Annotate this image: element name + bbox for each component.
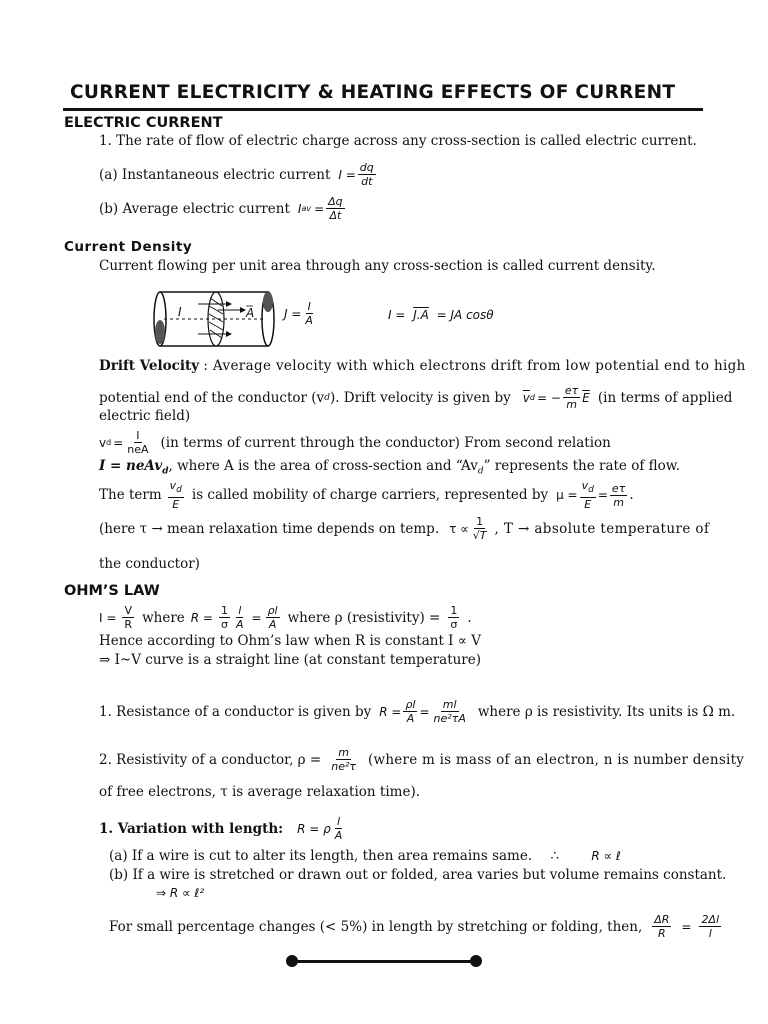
ohm-r-eq2: =: [251, 610, 262, 625]
average-current-line: [99, 195, 347, 222]
relaxation-line: [99, 515, 709, 542]
ohm-rho-end: .: [467, 609, 472, 626]
ohm-rho-num: 1: [450, 604, 458, 617]
drift-label: Drift Velocity: [99, 358, 200, 374]
res1-a: 1. Resistance of a conductor is given by: [99, 703, 372, 720]
avg-lhs: I: [297, 201, 302, 216]
j-lhs: J =: [284, 306, 302, 321]
ohm-r-den2: A: [235, 618, 244, 631]
drift-vd-sub: d: [529, 393, 535, 402]
tau-den: √T: [472, 529, 487, 542]
ohm-r-num3: ρl: [267, 604, 278, 617]
res2-fraction: [329, 746, 358, 773]
drift-line5-sub: d: [477, 466, 484, 477]
figure-current-label: I: [178, 305, 182, 319]
small-change-line: [109, 913, 723, 940]
vd2-sub: d: [106, 438, 112, 447]
small-eq: =: [681, 919, 692, 934]
variation-lhs: R = ρ: [297, 821, 331, 836]
ohm-rho-fraction: [448, 604, 459, 631]
term-den: E: [172, 498, 180, 512]
res1-den2: ne²τA: [433, 712, 466, 725]
inst-lhs: I =: [338, 167, 356, 182]
ineav: I = neAv: [99, 458, 163, 474]
drift-line2-b: ). Drift velocity is given by: [329, 389, 511, 406]
drift-line2-a: potential end of the conductor (v: [99, 389, 325, 406]
vd2-eq: =: [113, 435, 124, 450]
i-formula-rest: = JA cosθ: [436, 308, 494, 322]
vd2-fraction: [125, 429, 150, 456]
term-num: v: [169, 479, 177, 492]
ohm-curve-line: ⇒ I~V curve is a straight line (at constant temperature): [99, 652, 482, 668]
drift-line-3: electric field): [99, 408, 191, 424]
res1-lhs: R =: [379, 704, 402, 719]
vd2-num: I: [136, 429, 140, 442]
variation-a-therefore: ∴: [550, 848, 560, 864]
small-a: For small percentage changes (< 5%) in length by stretching or folding, then,: [109, 918, 643, 935]
i-flux-formula: [388, 308, 494, 322]
here-b: , T → absolute temperature of: [494, 520, 710, 537]
ohm-r-num2: l: [238, 604, 242, 617]
mu2-den: m: [613, 495, 624, 509]
ohm-r-frac1: [219, 604, 230, 631]
vd2-lhs: v: [99, 435, 107, 450]
i-formula-lhs: I =: [388, 308, 406, 322]
term-a: The term: [99, 487, 162, 504]
small-frac2: [699, 913, 721, 940]
variation-a: [109, 848, 621, 864]
res2-a: 2. Resistivity of a conductor, ρ =: [99, 751, 322, 768]
ohms-law-heading: OHM’S LAW: [64, 583, 160, 599]
res2-num: m: [338, 746, 349, 759]
variation-label: 1. Variation with length:: [99, 820, 284, 837]
drift-vd-e: $\overline{E}$: [582, 390, 590, 405]
instantaneous-current-line: [99, 161, 378, 188]
variation-b-result: ⇒ R ∝ ℓ²: [156, 886, 205, 900]
tau-num: 1: [476, 515, 484, 528]
res1-num2: ml: [442, 698, 457, 711]
drift-line-5: [99, 458, 680, 477]
vd2-den: neA: [127, 443, 149, 456]
resistivity-line-end: of free electrons, τ is average relaxation time).: [99, 784, 421, 800]
current-density-definition: Current flowing per unit area through any cross-section is called current density.: [99, 258, 656, 274]
inst-label: (a) Instantaneous electric current: [99, 166, 331, 183]
mu-den: E: [584, 498, 592, 512]
drift-line5-b: ” represents the rate of flow.: [483, 458, 680, 474]
avg-label: (b) Average electric current: [99, 200, 290, 217]
variation-den: A: [334, 829, 343, 842]
res1-num1: ρl: [405, 698, 416, 711]
j-denominator: A: [305, 314, 313, 327]
j-formula: [284, 300, 317, 327]
avg-fraction: [326, 195, 345, 222]
relaxation-line-end: the conductor): [99, 556, 200, 572]
small-num1: ΔR: [654, 913, 670, 926]
res1-frac2: [432, 698, 468, 725]
res1-frac1: [403, 698, 417, 725]
page-title: CURRENT ELECTRICITY & HEATING EFFECTS OF CURRENT: [70, 82, 676, 103]
ohm-i-eq: I =: [99, 610, 117, 625]
small-den1: R: [658, 927, 666, 940]
resistivity-line: [99, 746, 744, 773]
j-fraction: [303, 300, 315, 327]
j-numerator: I: [307, 300, 311, 313]
term-num-sub: d: [176, 485, 182, 496]
term-b: is called mobility of charge carriers, represented by: [191, 487, 549, 504]
divider-right-dot: [470, 955, 482, 967]
mobility-line: [99, 479, 634, 511]
ohm-vr-den: R: [124, 618, 133, 631]
drift-line5-a: , where A is the area of cross-section and “Av: [168, 458, 478, 474]
drift-line-4: [99, 429, 611, 456]
here-a: (here τ → mean relaxation time depends on temp.: [99, 520, 440, 537]
drift-line2-c: (in terms of applied: [597, 389, 733, 406]
ohm-r-frac2: [234, 604, 246, 631]
mu-lhs: μ =: [556, 488, 578, 503]
figure-area-label: A: [246, 306, 255, 320]
ohm-r-eq: R =: [190, 610, 213, 625]
inst-fraction: [358, 161, 376, 188]
mu2-fraction: [610, 482, 627, 509]
variation-b: (b) If a wire is stretched or drawn out or folded, area varies but volume remains constant.: [109, 867, 727, 883]
tau-fraction: [471, 515, 489, 542]
tau-prop: τ ∝: [449, 521, 469, 536]
ohm-where1: where: [142, 609, 185, 626]
inst-denominator: dt: [361, 175, 373, 188]
variation-num: l: [337, 815, 341, 828]
avg-sub: av: [301, 204, 312, 213]
mu-eq: =: [597, 488, 608, 503]
ohm-hence-line: Hence according to Ohm’s law when R is constant I ∝ V: [99, 633, 481, 649]
avg-numerator: Δq: [328, 195, 343, 208]
ohm-r-den1: σ: [220, 618, 228, 631]
res2-den: ne²τ: [331, 760, 356, 773]
ineav-sub: d: [162, 466, 169, 477]
drift-vd-fraction: [563, 384, 580, 411]
drift-line4-text: (in terms of current through the conductor) From second relation: [160, 434, 611, 451]
drift-vd-eq: = −: [536, 390, 561, 405]
variation-length-line: [99, 815, 346, 842]
small-frac1: [652, 913, 671, 940]
ohm-r-num1: 1: [220, 604, 228, 617]
mu-num-sub: d: [588, 485, 594, 496]
divider-left-dot: [286, 955, 298, 967]
resistance-line: [99, 698, 735, 725]
ohm-rho-den: σ: [450, 618, 458, 631]
bottom-divider: [292, 960, 476, 963]
ohm-where2: where ρ (resistivity) =: [287, 609, 441, 626]
drift-vd-num: eτ: [564, 384, 579, 397]
ohm-r-den3: A: [268, 618, 277, 631]
current-definition: 1. The rate of flow of electric charge across any cross-section is called electric current.: [99, 133, 697, 149]
i-formula-vector: J.A: [413, 308, 429, 322]
mu-fraction: [580, 479, 596, 511]
conductor-figure: [152, 288, 278, 350]
mu-num: v: [581, 479, 589, 492]
res1-den1: A: [406, 712, 415, 725]
drift-line-1: [99, 358, 746, 374]
avg-eq: =: [314, 201, 325, 216]
drift-vd: $\overline{v}$: [522, 390, 530, 405]
current-density-heading: Current Density: [64, 239, 193, 255]
drift-line-2: [99, 384, 732, 411]
variation-a-text: (a) If a wire is cut to alter its length, then area remains same.: [109, 848, 533, 864]
variation-a-result: R ∝ ℓ: [591, 849, 621, 863]
res2-b: (where m is mass of an electron, n is number density: [368, 751, 745, 768]
inst-numerator: dq: [359, 161, 374, 174]
drift-line2-sub: d: [324, 392, 330, 403]
small-den2: l: [708, 927, 712, 940]
ohm-r-frac3: [266, 604, 280, 631]
res1-eq: =: [419, 704, 430, 719]
avg-denominator: Δt: [329, 209, 342, 222]
term-fraction: [168, 479, 184, 511]
ohm-formula-line: [99, 604, 472, 631]
drift-line1-text: : Average velocity with which electrons drift from low potential end to high: [203, 358, 746, 374]
ohm-vr-fraction: [122, 604, 134, 631]
drift-vd-den: m: [566, 398, 577, 411]
mu-end: .: [629, 487, 634, 504]
electric-current-heading: ELECTRIC CURRENT: [64, 115, 223, 131]
title-underline: [63, 108, 703, 111]
res1-b: where ρ is resistivity. Its units is Ω m.: [477, 703, 736, 720]
variation-fraction: [333, 815, 345, 842]
small-num2: 2Δl: [701, 913, 720, 926]
ohm-vr-num: V: [124, 604, 133, 617]
mu2-num: eτ: [611, 481, 626, 495]
